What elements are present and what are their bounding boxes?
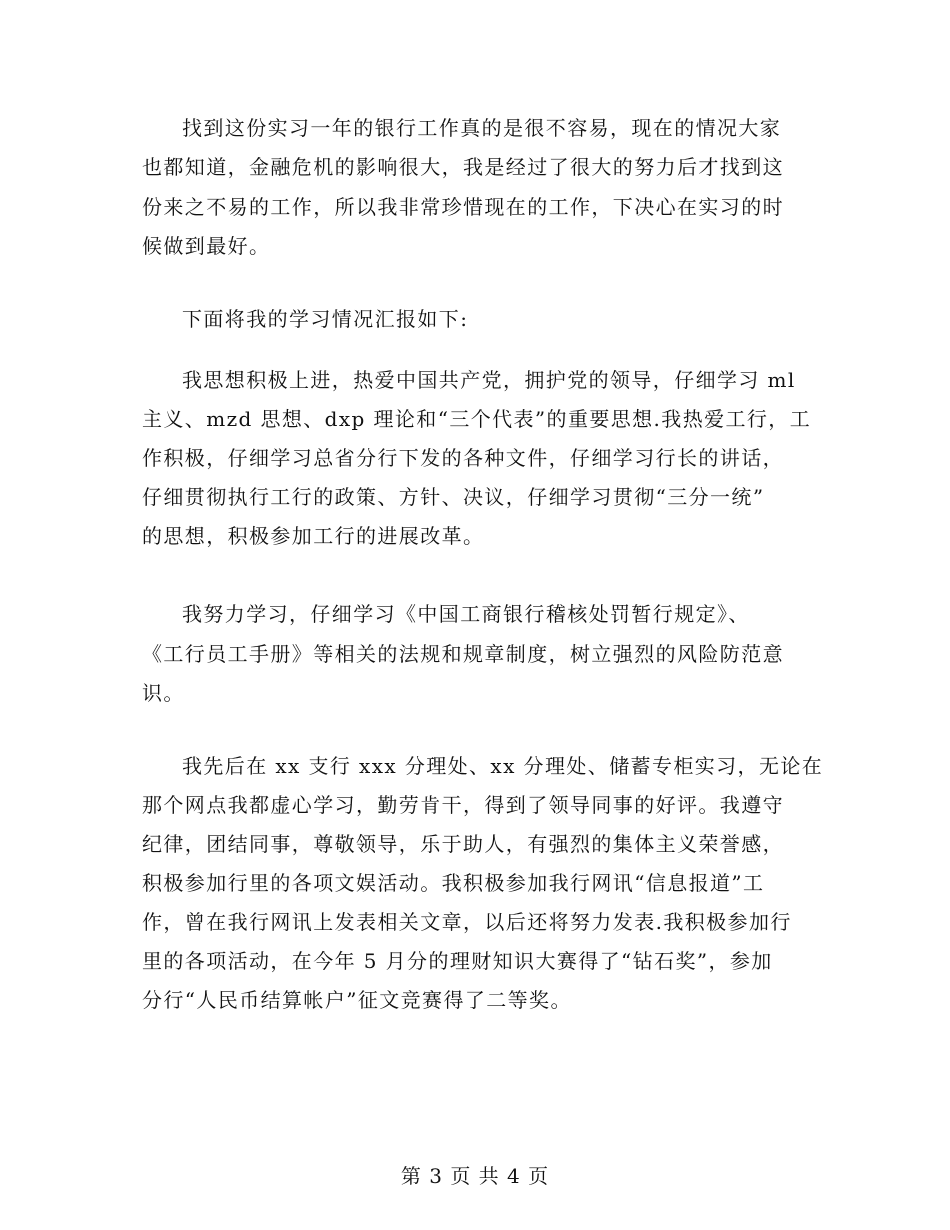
paragraph-1-line-4: 候做到最好。 — [142, 234, 271, 258]
paragraph-4-line-1: 我努力学习，仔细学习《中国工商银行稽核处罚暂行规定》、 — [182, 602, 750, 626]
paragraph-5-line-7: 分行“人民币结算帐户”征文竞赛得了二等奖。 — [142, 988, 572, 1012]
paragraph-1-line-2: 也都知道，金融危机的影响很大，我是经过了很大的努力后才找到这 — [142, 155, 784, 179]
paragraph-3-line-4: 仔细贯彻执行工行的政策、方针、决议，仔细学习贯彻“三分一统” — [142, 485, 765, 509]
paragraph-2-line-1: 下面将我的学习情况汇报如下: — [182, 307, 469, 331]
paragraph-5-line-2: 那个网点我都虚心学习，勤劳肯干，得到了领导同事的好评。我遵守 — [142, 793, 784, 817]
paragraph-3-line-1: 我思想积极上进，热爱中国共产党，拥护党的领导，仔细学习 ml — [182, 368, 796, 392]
paragraph-3-line-5: 的思想，积极参加工行的进展改革。 — [142, 524, 485, 548]
paragraph-3-line-2: 主义、mzd 思想、dxp 理论和“三个代表”的重要思想.我热爱工行，工 — [142, 407, 812, 431]
paragraph-4-line-2: 《工行员工手册》等相关的法规和规章制度，树立强烈的风险防范意 — [142, 642, 784, 666]
paragraph-4-line-3: 识。 — [142, 681, 185, 705]
paragraph-5-line-1: 我先后在 xx 支行 xxx 分理处、xx 分理处、储蓄专柜实习，无论在 — [182, 754, 824, 778]
paragraph-5-line-3: 纪律，团结同事，尊敬领导，乐于助人，有强烈的集体主义荣誉感， — [142, 832, 784, 856]
paragraph-1-line-3: 份来之不易的工作，所以我非常珍惜现在的工作，下决心在实习的时 — [142, 195, 784, 219]
paragraph-5-line-4: 积极参加行里的各项文娱活动。我积极参加我行网讯“信息报道”工 — [142, 871, 765, 895]
page-number-footer: 第 3 页 共 4 页 — [400, 1164, 550, 1188]
paragraph-5-line-6: 里的各项活动，在今年 5 月分的理财知识大赛得了“钻石奖”，参加 — [142, 949, 773, 973]
paragraph-1-line-1: 找到这份实习一年的银行工作真的是很不容易，现在的情况大家 — [182, 116, 782, 140]
paragraph-5-line-5: 作，曾在我行网讯上发表相关文章，以后还将努力发表.我积极参加行 — [142, 910, 792, 934]
paragraph-3-line-3: 作积极，仔细学习总省分行下发的各种文件，仔细学习行长的讲话， — [142, 446, 784, 470]
